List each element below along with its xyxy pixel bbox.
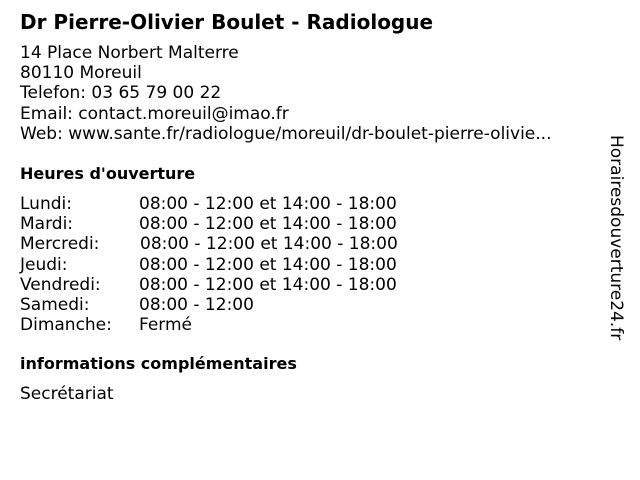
day-label: Dimanche: bbox=[20, 315, 112, 336]
website-url: Web: www.sante.fr/radiologue/moreuil/dr-boulet-pierre-olivie... bbox=[20, 123, 552, 144]
email-address: Email: contact.moreuil@imao.fr bbox=[20, 103, 289, 124]
day-label: Vendredi: bbox=[20, 274, 101, 295]
time-value: 08:00 - 12:00 et 14:00 - 18:00 bbox=[139, 254, 397, 275]
time-value: 08:00 - 12:00 et 14:00 - 18:00 bbox=[140, 234, 398, 255]
time-value: 08:00 - 12:00 bbox=[139, 294, 254, 315]
opening-hours-heading: Heures d'ouverture bbox=[20, 164, 196, 183]
day-label: Jeudi: bbox=[20, 254, 68, 275]
day-label: Mardi: bbox=[20, 214, 74, 235]
address-street: 14 Place Norbert Malterre bbox=[20, 43, 239, 63]
day-label: Lundi: bbox=[20, 194, 72, 214]
time-value: 08:00 - 12:00 et 14:00 - 18:00 bbox=[139, 274, 397, 295]
additional-info-text: Secrétariat bbox=[20, 384, 114, 404]
day-label: Samedi: bbox=[20, 294, 90, 315]
address-city: 80110 Moreuil bbox=[20, 63, 142, 84]
time-value: Fermé bbox=[139, 315, 193, 336]
contact-block bbox=[20, 43, 551, 144]
site-watermark: Horairesdouverture24.fr bbox=[606, 135, 626, 341]
time-value: 08:00 - 12:00 et 14:00 - 18:00 bbox=[139, 214, 397, 235]
day-label: Mercredi: bbox=[20, 234, 100, 255]
page-title: Dr Pierre-Olivier Boulet - Radiologue bbox=[20, 10, 434, 34]
phone-number: Telefon: 03 65 79 00 22 bbox=[20, 83, 222, 104]
time-value: 08:00 - 12:00 et 14:00 - 18:00 bbox=[139, 194, 397, 214]
additional-info-heading: informations complémentaires bbox=[20, 354, 297, 373]
